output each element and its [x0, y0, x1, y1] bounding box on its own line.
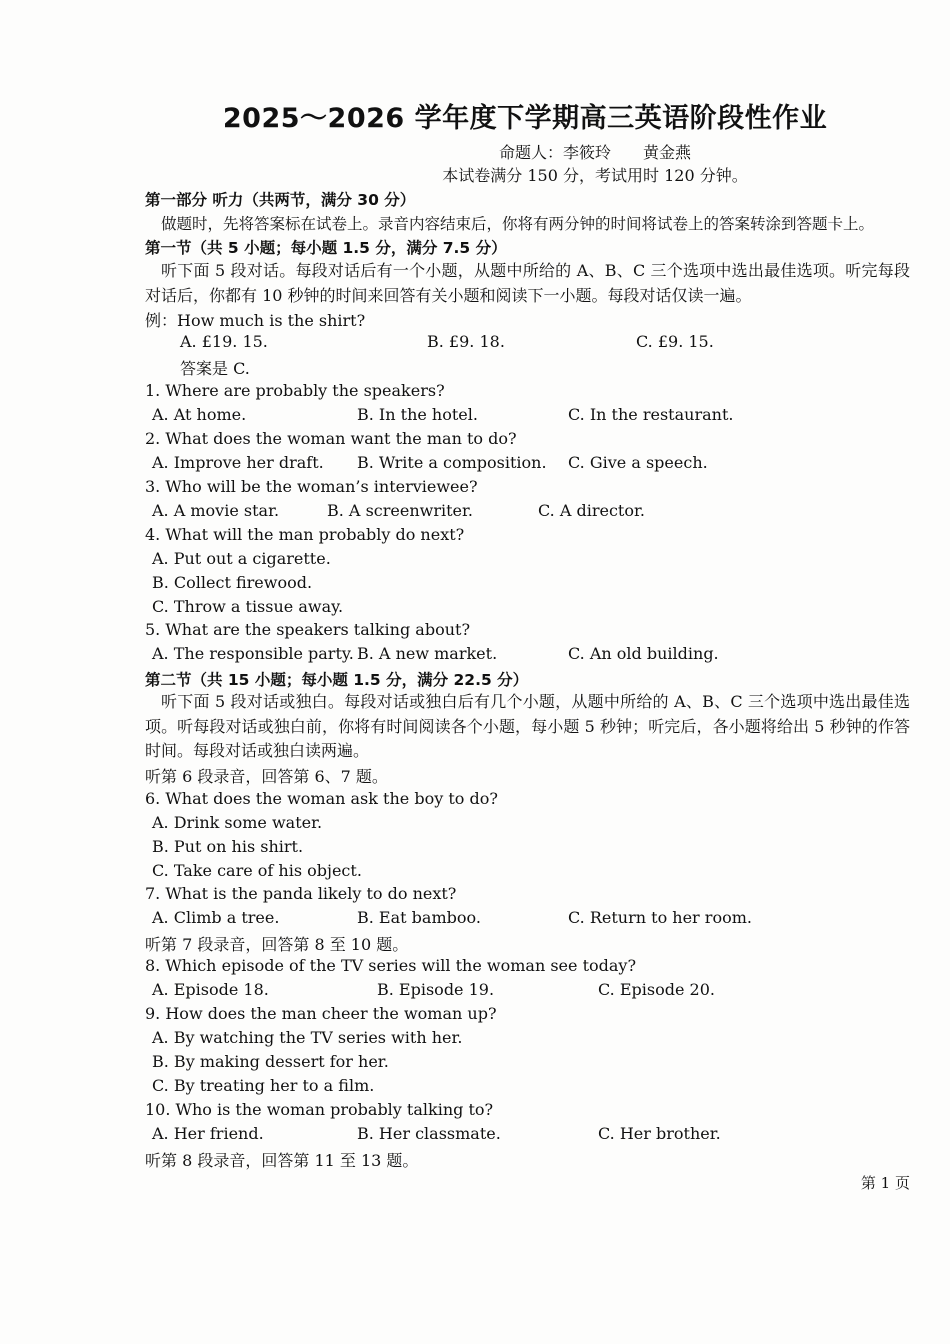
question-6-stem: 6. What does the woman ask the boy to do?	[145, 789, 498, 808]
question-8-option-a: A. Episode 18.	[152, 980, 269, 999]
question-9-stem: 9. How does the man cheer the woman up?	[145, 1004, 497, 1023]
question-2-option-b: B. Write a composition.	[357, 453, 547, 472]
question-3-option-a: A. A movie star.	[152, 501, 280, 520]
question-10-option-a: A. Her friend.	[152, 1124, 264, 1143]
example-option-c: C. £9. 15.	[636, 332, 714, 351]
question-5-option-b: B. A new market.	[357, 644, 498, 663]
example-option-a: A. £19. 15.	[180, 332, 268, 351]
question-4-option-b: B. Collect firewood.	[152, 573, 313, 592]
part1-heading: 第一部分 听力（共两节，满分 30 分）	[145, 191, 416, 209]
question-2-stem: 2. What does the woman want the man to do?	[145, 429, 517, 448]
segment-7-instruction: 听第 7 段录音，回答第 8 至 10 题。	[145, 935, 409, 954]
question-4-option-c: C. Throw a tissue away.	[152, 597, 344, 616]
question-2-option-c: C. Give a speech.	[568, 453, 708, 472]
question-1-option-a: A. At home.	[152, 405, 247, 424]
question-8-option-b: B. Episode 19.	[377, 980, 495, 999]
question-10-option-c: C. Her brother.	[598, 1124, 721, 1143]
question-9-option-a: A. By watching the TV series with her.	[152, 1028, 463, 1047]
question-7-option-a: A. Climb a tree.	[152, 908, 280, 927]
authors-line: 命题人：李筱玲 黄金燕	[498, 143, 691, 162]
question-9-option-b: B. By making dessert for her.	[152, 1052, 389, 1071]
question-5-stem: 5. What are the speakers talking about?	[145, 620, 471, 639]
question-3-stem: 3. Who will be the woman’s interviewee?	[145, 477, 478, 496]
segment-6-instruction: 听第 6 段录音，回答第 6、7 题。	[145, 767, 388, 786]
part1-instruction: 做题时，先将答案标在试卷上。录音内容结束后，你将有两分钟的时间将试卷上的答案转涂到答题卡上。	[161, 215, 875, 233]
question-9-option-c: C. By treating her to a film.	[152, 1076, 375, 1095]
section2-heading: 第二节（共 15 小题；每小题 1.5 分，满分 22.5 分）	[145, 671, 529, 689]
question-6-option-b: B. Put on his shirt.	[152, 837, 304, 856]
question-1-option-c: C. In the restaurant.	[568, 405, 734, 424]
question-7-stem: 7. What is the panda likely to do next?	[145, 884, 457, 903]
segment-8-instruction: 听第 8 段录音，回答第 11 至 13 题。	[145, 1151, 419, 1170]
question-8-option-c: C. Episode 20.	[598, 980, 715, 999]
question-7-option-c: C. Return to her room.	[568, 908, 752, 927]
section2-instruction: 听下面 5 段对话或独白。每段对话或独白后有几个小题，从题中所给的 A、B、C 三个选项中选出最佳选项。听每段对话或独白前，你将有时间阅读各个小题，每小题 5 秒钟；听完后，各小题将给出 5 秒钟的作答时间。每段对话或独白读两遍。	[145, 692, 910, 760]
question-8-stem: 8. Which episode of the TV series will the woman see today?	[145, 956, 637, 975]
question-4-stem: 4. What will the man probably do next?	[145, 525, 465, 544]
question-3-option-c: C. A director.	[538, 501, 645, 520]
example-answer: 答案是 C.	[180, 359, 250, 378]
question-1-stem: 1. Where are probably the speakers?	[145, 381, 445, 400]
question-7-option-b: B. Eat bamboo.	[357, 908, 481, 927]
question-6-option-a: A. Drink some water.	[152, 813, 323, 832]
question-2-option-a: A. Improve her draft.	[152, 453, 324, 472]
question-3-option-b: B. A screenwriter.	[327, 501, 473, 520]
example-question: 例：How much is the shirt?	[145, 311, 366, 330]
question-5-option-c: C. An old building.	[568, 644, 719, 663]
example-option-b: B. £9. 18.	[427, 332, 505, 351]
question-10-stem: 10. Who is the woman probably talking to?	[145, 1100, 494, 1119]
question-4-option-a: A. Put out a cigarette.	[152, 549, 331, 568]
question-5-option-a: A. The responsible party.	[152, 644, 354, 663]
section1-heading: 第一节（共 5 小题；每小题 1.5 分，满分 7.5 分）	[145, 239, 507, 257]
section1-instruction: 听下面 5 段对话。每段对话后有一个小题，从题中所给的 A、B、C 三个选项中选出最佳选项。听完每段对话后，你都有 10 秒钟的时间来回答有关小题和阅读下一小题。每段对话仅读一遍。	[145, 261, 910, 305]
page-number: 第 1 页	[860, 1174, 910, 1192]
question-10-option-b: B. Her classmate.	[357, 1124, 501, 1143]
page-title: 2025～2026 学年度下学期高三英语阶段性作业	[222, 103, 828, 134]
question-6-option-c: C. Take care of his object.	[152, 861, 362, 880]
question-1-option-b: B. In the hotel.	[357, 405, 478, 424]
exam-info-line: 本试卷满分 150 分，考试用时 120 分钟。	[442, 166, 748, 185]
